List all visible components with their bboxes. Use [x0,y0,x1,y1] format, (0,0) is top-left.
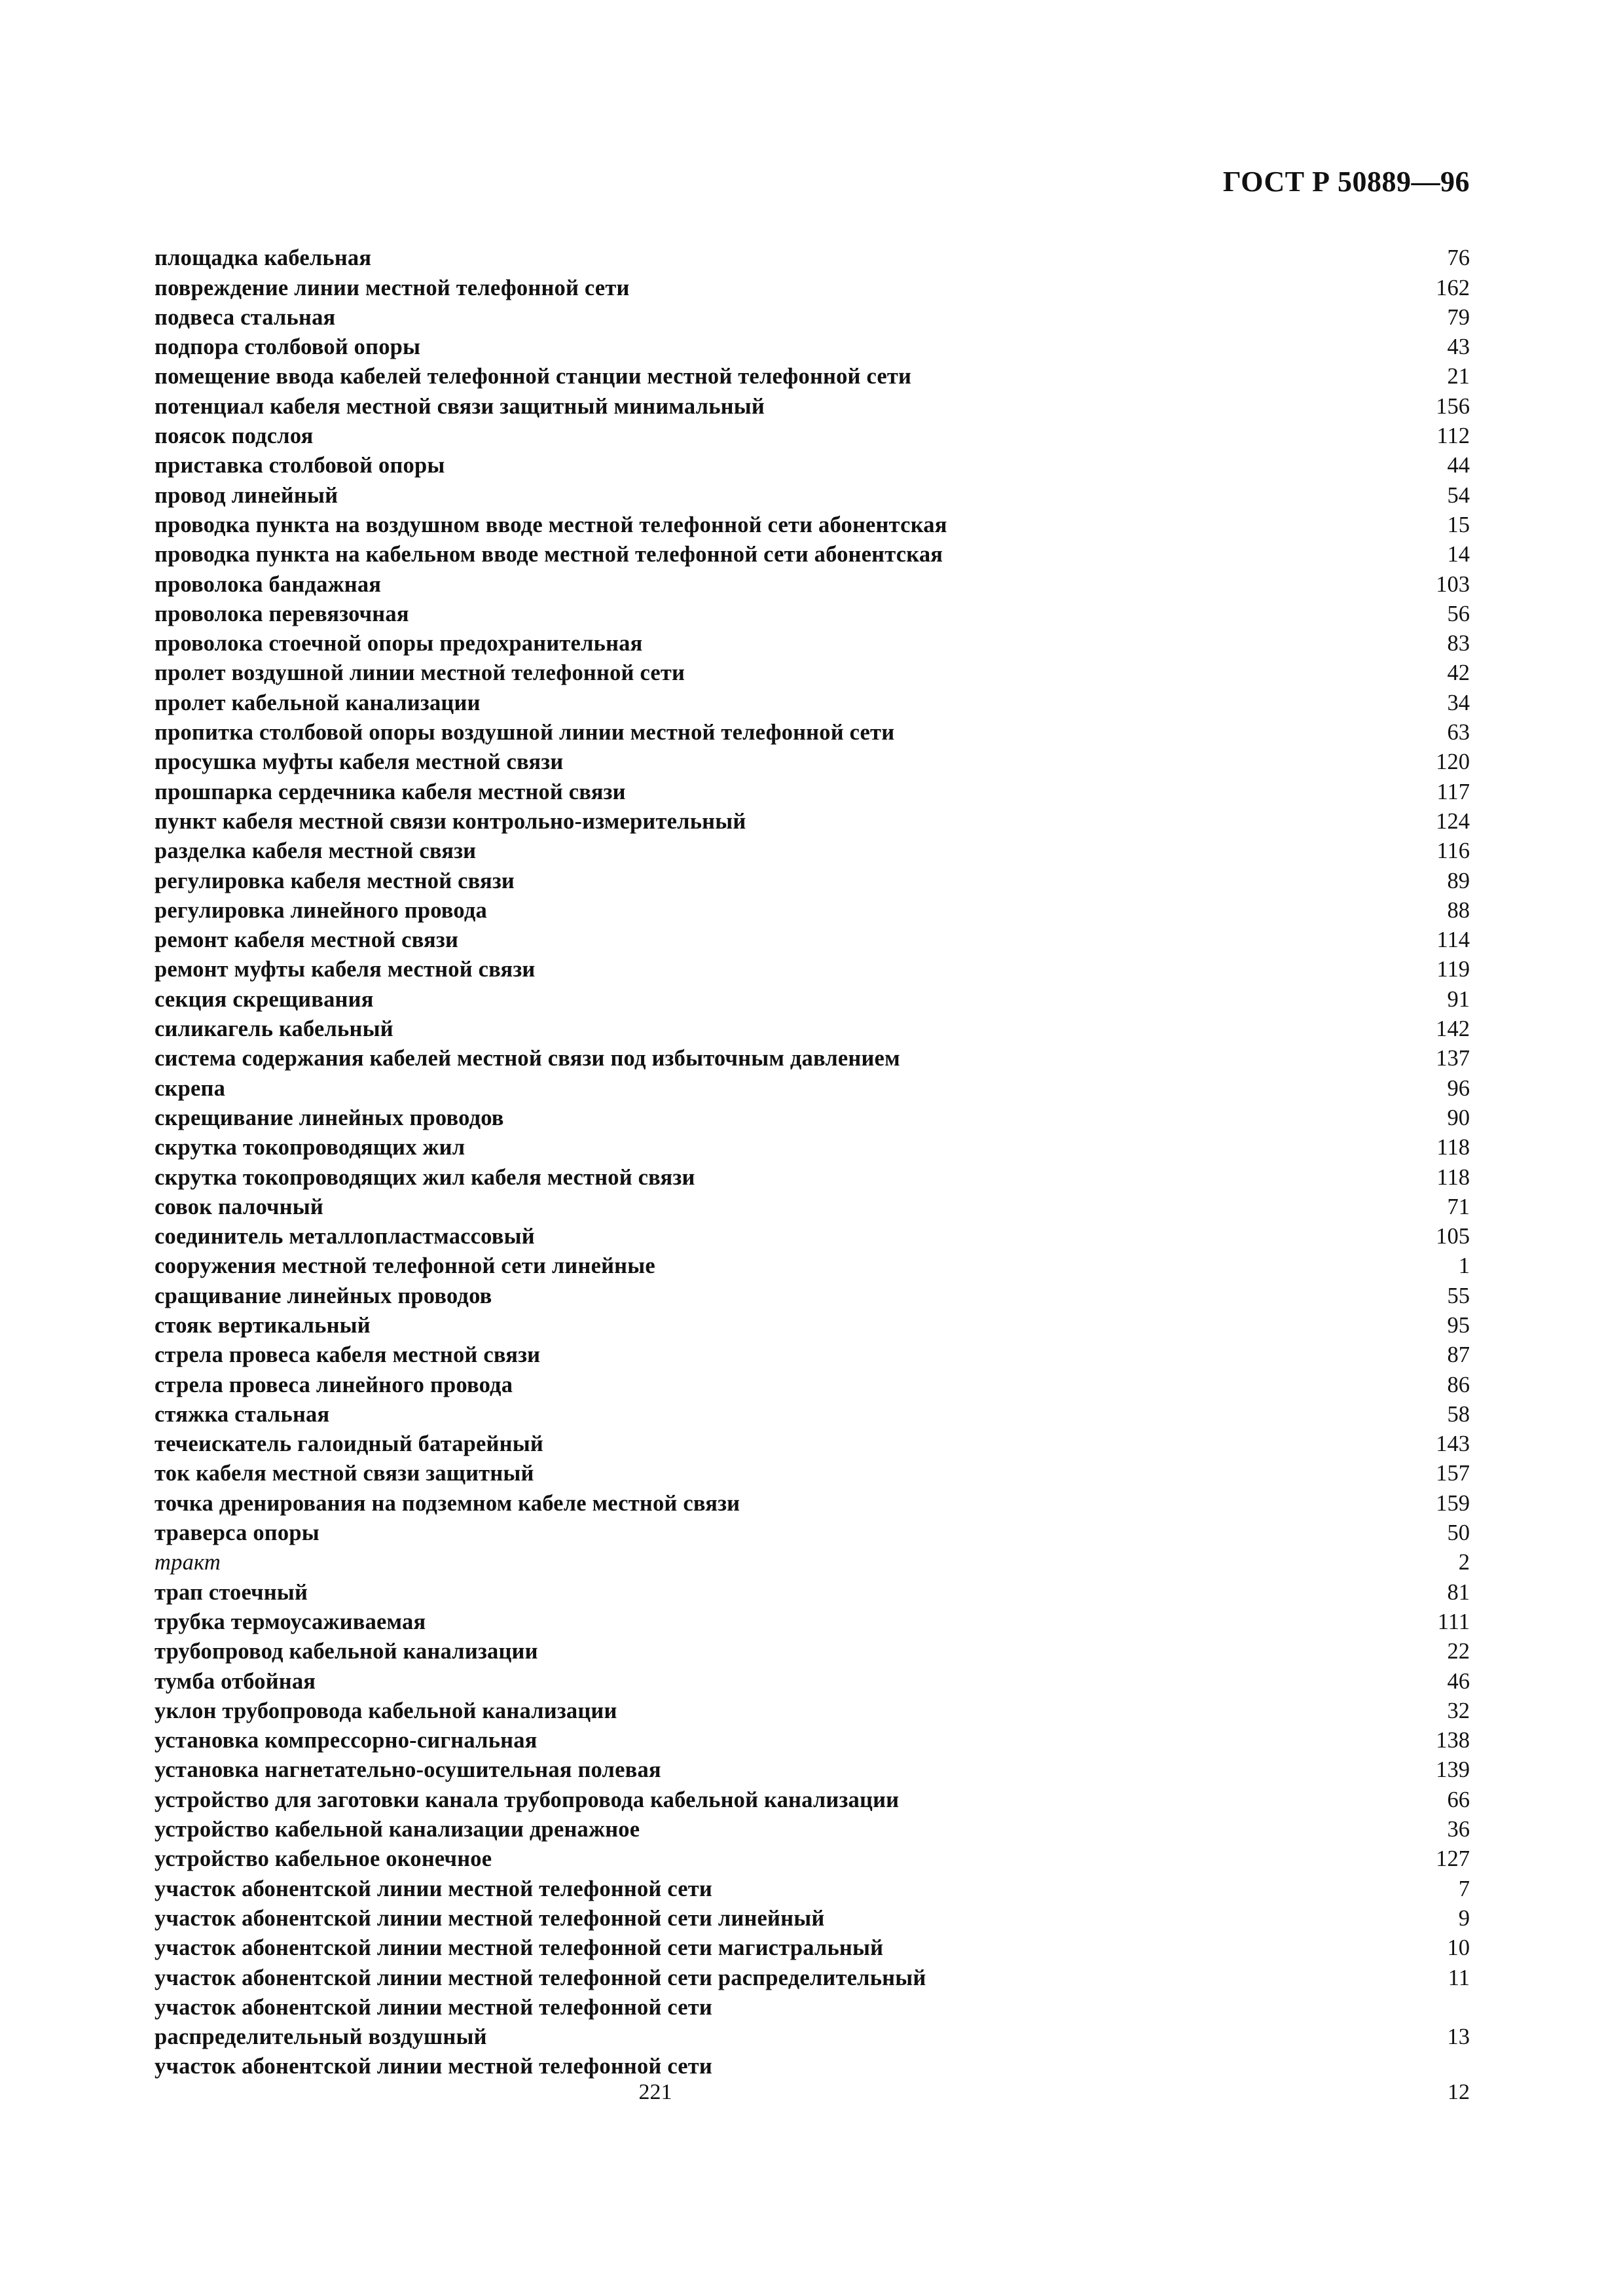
index-entry-number: 86 [1447,1372,1470,1397]
index-entry-number: 55 [1447,1283,1470,1308]
index-entry-number: 9 [1458,1905,1470,1931]
index-entry [155,1193,1470,1222]
index-term: провод линейный [155,482,338,508]
index-term: стрела провеса кабеля местной связи [155,1342,541,1368]
index-entry-number: 96 [1447,1075,1470,1101]
index-term: пропитка столбовой опоры воздушной линии местной телефонной сети [155,720,895,745]
index-term: скрепа [155,1075,226,1101]
index-entry [155,1459,1470,1488]
index-entry-number: 58 [1447,1401,1470,1427]
index-term: стяжка стальная [155,1401,330,1427]
index-entry [155,451,1470,480]
index-term: проволока стоечной опоры предохранительная [155,631,643,656]
index-entry-number: 112 [1436,423,1470,449]
index-term: траверса опоры [155,1520,319,1546]
index-entry [155,1014,1470,1044]
index-entry-number: 36 [1447,1817,1470,1842]
index-entry [155,2022,1470,2052]
index-entry-number: 50 [1447,1520,1470,1546]
index-term: участок абонентской линии местной телефонной сети линейный [155,1905,825,1931]
index-entry [155,1311,1470,1340]
index-entry-number: 103 [1436,571,1470,597]
index-term: соединитель металлопластмассовый [155,1224,535,1249]
index-term: потенциал кабеля местной связи защитный минимальный [155,393,765,419]
index-entry [155,777,1470,806]
index-entry [155,1133,1470,1162]
index-entry [155,984,1470,1014]
index-term: устройство для заготовки канала трубопровода кабельной канализации [155,1787,900,1812]
index-term: трубопровод кабельной канализации [155,1639,538,1664]
index-term: разделка кабеля местной связи [155,838,477,864]
index-entry [155,1162,1470,1192]
index-term: ремонт муфты кабеля местной связи [155,957,536,982]
index-entry-number: 119 [1436,957,1470,982]
index-term: распределительный воздушный [155,2024,487,2050]
index-entry [155,1222,1470,1251]
index-term: совок палочный [155,1194,323,1219]
index-entry [155,1696,1470,1726]
index-entry [155,1666,1470,1696]
index-entry [155,1874,1470,1903]
index-term: устройство кабельное оконечное [155,1846,492,1872]
index-entry-number: 14 [1447,542,1470,567]
index-entry-number: 162 [1436,275,1470,300]
index-term: секция скрещивания [155,986,374,1012]
index-entry-number: 159 [1436,1490,1470,1516]
index-entry-number: 13 [1447,2024,1470,2050]
index-entry [155,362,1470,391]
index-entry-number: 95 [1447,1312,1470,1338]
index-term: скрутка токопроводящих жил [155,1135,465,1160]
index-entry-number: 54 [1447,482,1470,508]
index-entry [155,1370,1470,1399]
index-entry-number: 118 [1436,1164,1470,1190]
index-entry-number: 76 [1447,245,1470,271]
continued-entry-number: 12 [1448,2080,1470,2104]
index-entry [155,866,1470,895]
index-entry [155,391,1470,421]
index-term: участок абонентской линии местной телефонной сети [155,1876,713,1901]
index-entry-number: 22 [1447,1639,1470,1664]
index-term: участок абонентской линии местной телефонной сети магистральный [155,1935,884,1961]
index-entry-number: 81 [1447,1579,1470,1605]
index-term: стояк вертикальный [155,1312,371,1338]
index-entry [155,836,1470,866]
index-entry-number: 88 [1447,897,1470,923]
index-term: тракт [155,1550,221,1575]
index-entry-number: 79 [1447,304,1470,330]
index-term: установка нагнетательно-осушительная полевая [155,1757,661,1783]
index-entry-number: 105 [1436,1224,1470,1249]
index-entry-number: 87 [1447,1342,1470,1368]
index-entry [155,2052,1470,2081]
index-entry [155,1577,1470,1607]
index-term: ток кабеля местной связи защитный [155,1461,534,1486]
index-term: ремонт кабеля местной связи [155,927,459,953]
index-term: подпора столбовой опоры [155,334,421,360]
index-term: точка дренирования на подземном кабеле местной связи [155,1490,740,1516]
index-entry-number: 66 [1447,1787,1470,1812]
term-index-list [155,243,1470,2081]
index-entry [155,600,1470,629]
index-entry [155,896,1470,925]
index-entry-number: 32 [1447,1698,1470,1723]
index-term: тумба отбойная [155,1668,316,1694]
index-entry [155,511,1470,540]
index-entry [155,1963,1470,1992]
index-entry-number: 120 [1436,749,1470,775]
index-entry [155,569,1470,599]
index-entry [155,1429,1470,1459]
index-term: пролет воздушной линии местной телефонной сети [155,660,685,686]
index-entry-number: 71 [1447,1194,1470,1219]
index-term: пролет кабельной канализации [155,690,481,715]
index-entry [155,540,1470,569]
index-term: регулировка линейного провода [155,897,487,923]
index-term: площадка кабельная [155,245,372,271]
index-entry-number: 139 [1436,1757,1470,1783]
index-entry [155,955,1470,984]
index-term: участок абонентской линии местной телефонной сети [155,2054,713,2079]
index-term: течеискатель галоидный батарейный [155,1431,543,1457]
index-entry-number: 116 [1436,838,1470,864]
index-entry [155,1904,1470,1933]
index-entry [155,718,1470,747]
index-term: поясок подслоя [155,423,314,449]
index-term: уклон трубопровода кабельной канализации [155,1698,617,1723]
index-term: проволока бандажная [155,571,382,597]
index-entry [155,1637,1470,1666]
index-term: стрела провеса линейного провода [155,1372,513,1397]
index-entry [155,1281,1470,1310]
index-entry [155,1103,1470,1133]
index-entry [155,1073,1470,1103]
index-entry [155,243,1470,273]
index-entry-number: 127 [1436,1846,1470,1872]
index-entry-number: 143 [1436,1431,1470,1457]
index-term: прошпарка сердечника кабеля местной связи [155,779,626,804]
index-entry-number: 56 [1447,601,1470,626]
index-term: сращивание линейных проводов [155,1283,492,1308]
index-entry [155,1488,1470,1518]
index-entry-number: 34 [1447,690,1470,715]
index-entry [155,1518,1470,1548]
index-term: проводка пункта на кабельном вводе местной телефонной сети абонентская [155,542,943,567]
index-entry-number: 10 [1447,1935,1470,1961]
index-term: сооружения местной телефонной сети линейные [155,1253,655,1279]
index-entry-number: 114 [1436,927,1470,953]
page-number: 221 [638,2080,672,2104]
index-entry-number: 156 [1436,393,1470,419]
index-term: устройство кабельной канализации дренажное [155,1817,640,1842]
index-term: участок абонентской линии местной телефонной сети распределительный [155,1965,926,1990]
index-term: скрутка токопроводящих жил кабеля местной связи [155,1164,695,1190]
index-term: помещение ввода кабелей телефонной станции местной телефонной сети [155,364,912,389]
index-entry-number: 15 [1447,512,1470,537]
index-entry-number: 44 [1447,453,1470,478]
index-term: пункт кабеля местной связи контрольно-измерительный [155,808,746,834]
index-term: система содержания кабелей местной связи под избыточным давлением [155,1046,900,1071]
index-entry-number: 83 [1447,631,1470,656]
index-entry [155,1400,1470,1429]
index-term: участок абонентской линии местной телефонной сети [155,1994,713,2020]
index-term: повреждение линии местной телефонной сети [155,275,630,300]
index-entry-number: 91 [1447,986,1470,1012]
index-term: силикагель кабельный [155,1016,393,1042]
index-term: приставка столбовой опоры [155,453,445,478]
index-entry [155,1755,1470,1785]
index-entry [155,480,1470,510]
index-entry [155,1548,1470,1577]
index-entry [155,1044,1470,1073]
index-entry [155,1815,1470,1844]
index-entry-number: 118 [1436,1135,1470,1160]
index-entry-number: 63 [1447,720,1470,745]
index-term: просушка муфты кабеля местной связи [155,749,564,775]
index-term: установка компрессорно-сигнальная [155,1728,538,1753]
index-term: подвеса стальная [155,304,336,330]
index-term: проводка пункта на воздушном вводе местной телефонной сети абонентская [155,512,947,537]
index-entry [155,925,1470,955]
index-entry [155,1785,1470,1814]
index-entry-number: 2 [1458,1550,1470,1575]
index-entry-number: 43 [1447,334,1470,360]
index-term: скрещивание линейных проводов [155,1105,504,1130]
index-term: проволока перевязочная [155,601,409,626]
index-entry [155,688,1470,717]
index-entry [155,1993,1470,2022]
index-entry [155,422,1470,451]
index-entry [155,332,1470,362]
index-term: трубка термоусаживаемая [155,1609,426,1634]
document-code-header: ГОСТ Р 50889—96 [1222,166,1470,198]
index-entry [155,1251,1470,1281]
index-entry [155,658,1470,688]
index-term: регулировка кабеля местной связи [155,868,515,893]
index-entry [155,1844,1470,1874]
index-entry [155,1726,1470,1755]
index-entry-number: 117 [1436,779,1470,804]
index-entry-number: 46 [1447,1668,1470,1694]
index-entry-number: 138 [1436,1728,1470,1753]
index-entry [155,1607,1470,1637]
index-entry-number: 42 [1447,660,1470,686]
index-entry [155,747,1470,777]
index-entry [155,273,1470,302]
index-entry-number: 7 [1458,1876,1470,1901]
index-entry-number: 157 [1436,1461,1470,1486]
index-entry [155,1340,1470,1370]
index-entry [155,807,1470,836]
index-entry-number: 137 [1436,1046,1470,1071]
index-entry-number: 111 [1437,1609,1470,1634]
index-entry-number: 90 [1447,1105,1470,1130]
index-entry-number: 21 [1447,364,1470,389]
index-entry-number: 1 [1458,1253,1470,1279]
page-footer [155,2080,1470,2113]
index-entry [155,303,1470,332]
index-entry-number: 89 [1447,868,1470,893]
index-entry-number: 11 [1448,1965,1470,1990]
index-entry-number: 142 [1436,1016,1470,1042]
index-term: трап стоечный [155,1579,308,1605]
index-entry-number: 124 [1436,808,1470,834]
index-entry [155,1933,1470,1963]
index-entry [155,629,1470,658]
